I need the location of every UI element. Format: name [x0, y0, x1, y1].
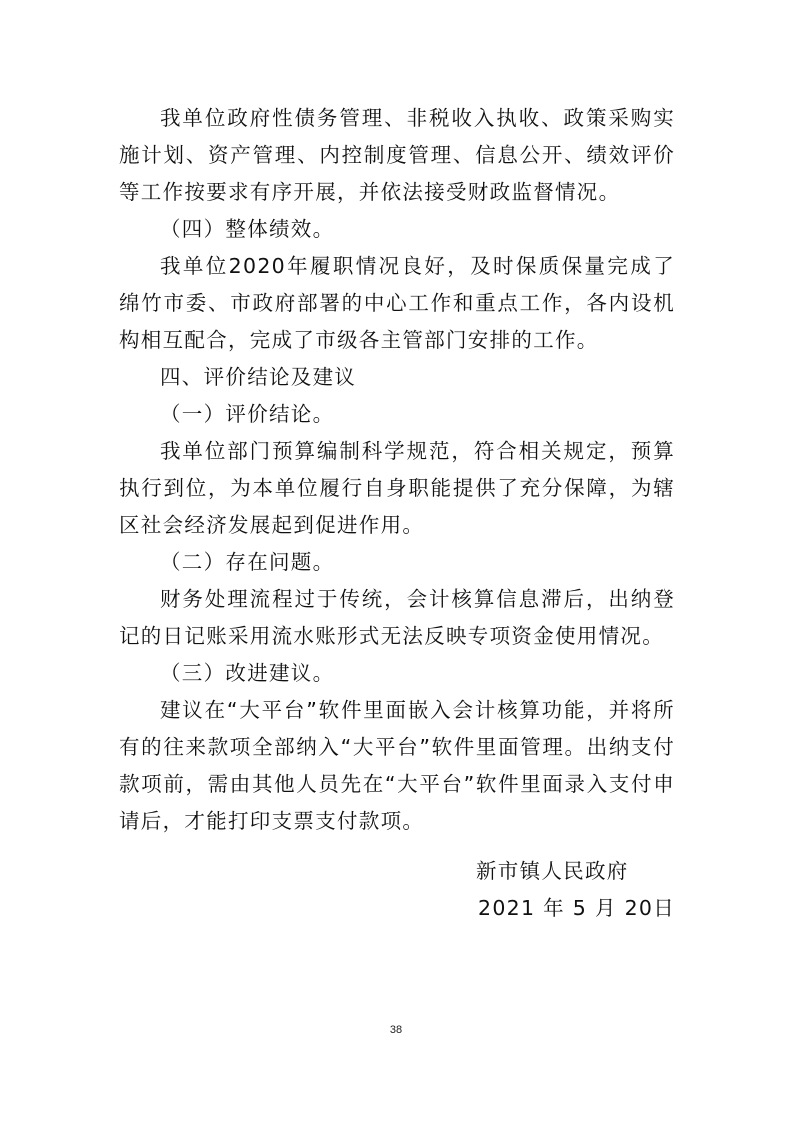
heading-evaluation-conclusion: （一）评价结论。 [160, 402, 335, 426]
signature-date: 2021 年 5 月 20日 [478, 896, 676, 920]
signature-block [476, 853, 675, 927]
heading-improvement-suggestions: （三）改进建议。 [160, 661, 335, 685]
document-body [119, 100, 675, 840]
paragraph-existing-problems: 财务处理流程过于传统，会计核算信息滞后，出纳登记的日记账采用流水账形式无法反映专项资金使用情况。 [119, 587, 675, 648]
page-number: 38 [389, 1024, 403, 1036]
paragraph-improvement-suggestions: 建议在“大平台”软件里面嵌入会计核算功能，并将所有的往来款项全部纳入“大平台”软件里面管理。出纳支付款项前，需由其他人员先在“大平台”软件里面录入支付申请后，才能打印支票支付款项。 [119, 698, 675, 833]
paragraph-management-items: 我单位政府性债务管理、非税收入执收、政策采购实施计划、资产管理、内控制度管理、信息公开、绩效评价等工作按要求有序开展，并依法接受财政监督情况。 [119, 106, 675, 204]
paragraph-2020-performance: 我单位2020年履职情况良好，及时保质保量完成了绵竹市委、市政府部署的中心工作和重点工作，各内设机构相互配合，完成了市级各主管部门安排的工作。 [119, 254, 675, 352]
paragraph-evaluation-conclusion: 我单位部门预算编制科学规范，符合相关规定，预算执行到位，为本单位履行自身职能提供了充分保障，为辖区社会经济发展起到促进作用。 [119, 439, 675, 537]
heading-overall-performance: （四）整体绩效。 [160, 217, 335, 241]
signature-organization: 新市镇人民政府 [476, 859, 629, 883]
heading-conclusions-and-suggestions: 四、评价结论及建议 [160, 365, 357, 389]
heading-existing-problems: （二）存在问题。 [160, 550, 335, 574]
